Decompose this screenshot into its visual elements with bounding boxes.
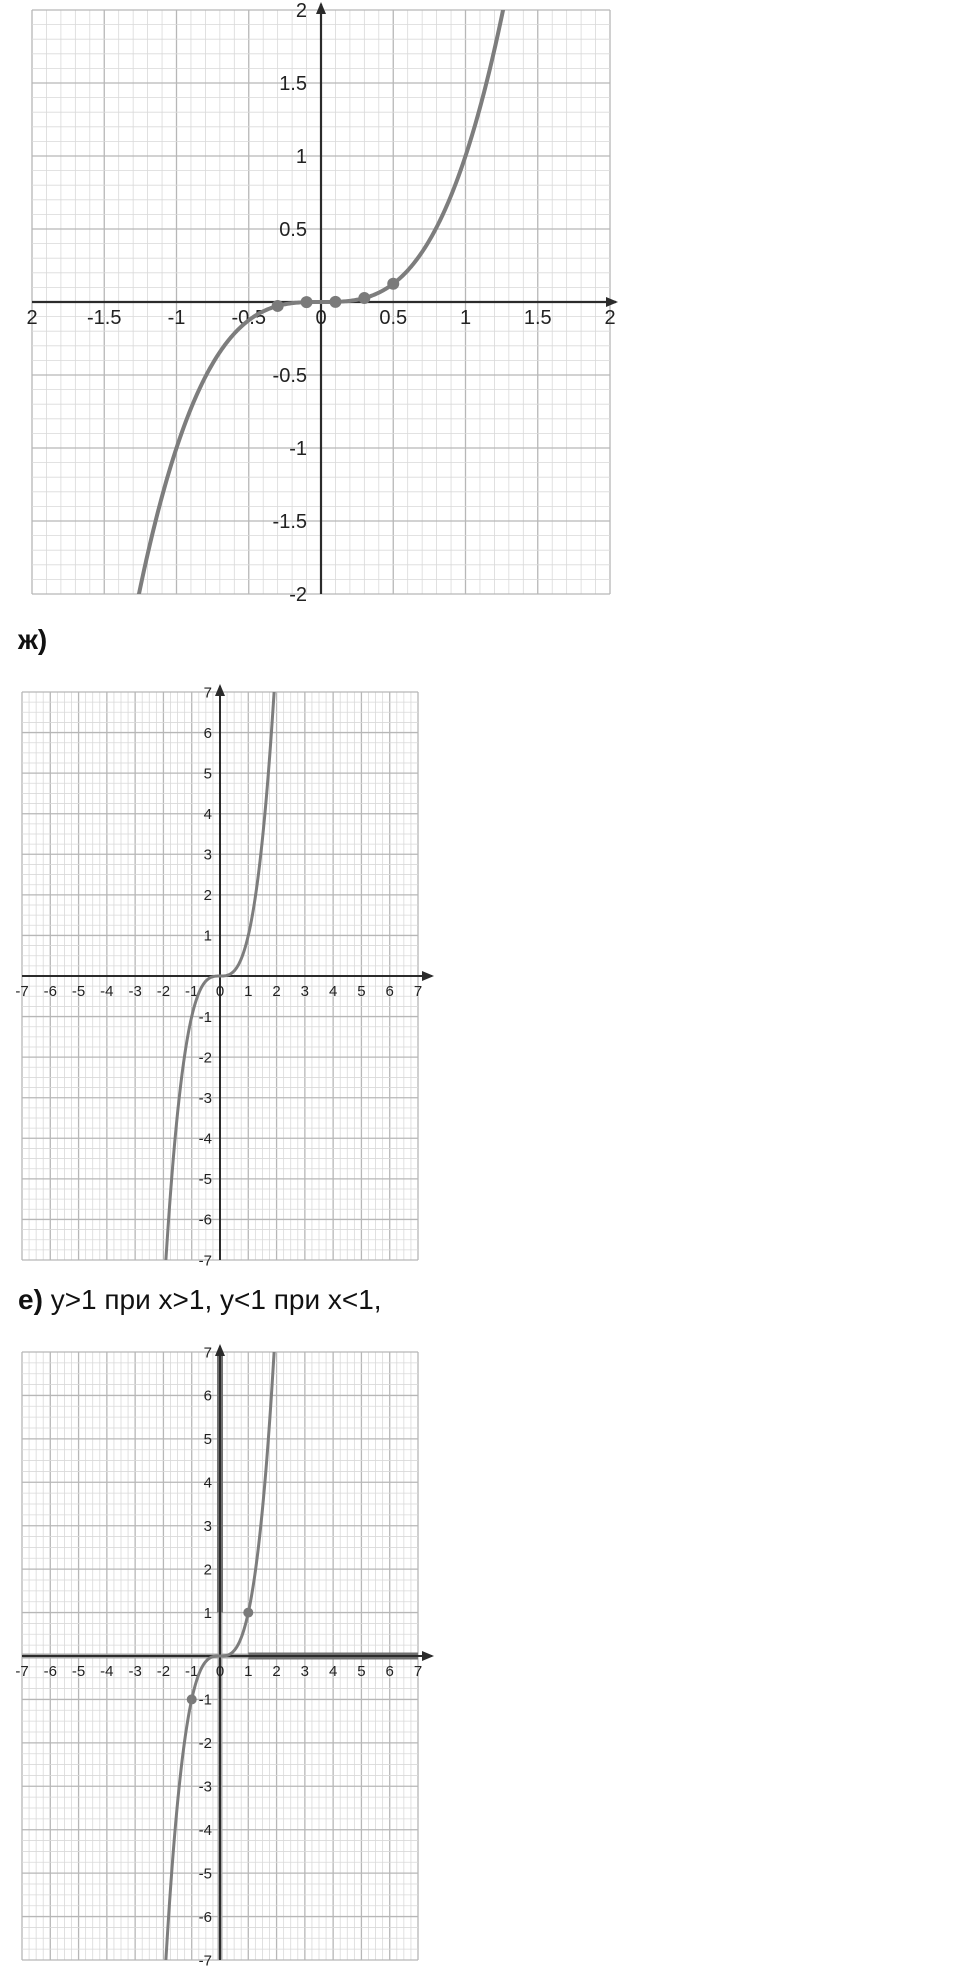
x-tick-label: 5 (357, 983, 366, 1000)
x-tick-label: 4 (328, 983, 338, 1000)
x-tick-label: 0 (215, 983, 225, 1000)
x-tick-label: 2 (272, 983, 281, 1000)
y-tick-label: -4 (198, 1821, 212, 1839)
x-tick-label: -2 (156, 1663, 171, 1680)
chart-cube-zoomed (22, 0, 620, 604)
y-tick-label: 1.5 (279, 73, 307, 95)
x-tick-label: 3 (300, 1663, 310, 1680)
x-tick-label: -5 (71, 1663, 86, 1680)
data-point (387, 278, 399, 290)
y-tick-label: 4 (203, 805, 212, 823)
x-tick-label: -3 (128, 1663, 142, 1680)
x-tick-label: 2 (26, 307, 38, 329)
y-axis-arrow (215, 1344, 225, 1356)
y-tick-label: 2 (295, 0, 307, 22)
x-tick-label: -1.5 (87, 307, 122, 329)
y-tick-label: -2 (198, 1049, 212, 1067)
y-tick-label: -2 (198, 1735, 212, 1753)
x-tick-label: 7 (413, 1663, 423, 1680)
x-tick-label: 1 (244, 1663, 253, 1680)
x-tick-label: 4 (328, 1663, 338, 1680)
y-tick-label: -7 (198, 1952, 212, 1970)
y-tick-label: 7 (203, 1344, 212, 1362)
y-tick-label: 1 (203, 1604, 212, 1622)
x-tick-label: -1 (185, 983, 199, 1000)
x-tick-label: -7 (15, 983, 29, 1000)
label-e (18, 1284, 382, 1316)
x-tick-label: 2 (604, 307, 616, 329)
x-tick-label: 6 (385, 983, 394, 1000)
y-tick-label: 4 (203, 1474, 212, 1492)
y-tick-label: 1 (295, 146, 307, 168)
x-tick-label: 1 (459, 307, 472, 329)
y-tick-label: -1 (198, 1691, 212, 1709)
y-tick-label: -3 (198, 1778, 212, 1796)
y-tick-label: 6 (203, 724, 212, 742)
data-point (243, 1608, 253, 1618)
x-tick-label: -4 (100, 983, 114, 1000)
data-point (358, 292, 370, 304)
x-tick-label: -6 (43, 983, 57, 1000)
x-axis-arrow (422, 1651, 434, 1661)
y-tick-label: -0.5 (272, 365, 307, 387)
data-point (272, 300, 284, 312)
x-tick-label: -0.5 (231, 307, 266, 329)
x-tick-label: 1 (244, 983, 253, 1000)
y-axis-arrow (316, 2, 326, 14)
chart-cube-highlighted (12, 1342, 436, 1970)
x-axis-arrow (606, 297, 618, 307)
x-tick-label: 0 (315, 307, 327, 329)
x-tick-label: 5 (357, 1663, 366, 1680)
y-tick-label: -2 (289, 584, 307, 604)
y-tick-label: -1.5 (272, 511, 307, 533)
axes (32, 2, 618, 594)
label-zh: ж) (18, 624, 48, 655)
y-tick-label: 5 (203, 765, 212, 783)
x-tick-label: 7 (413, 983, 423, 1000)
x-tick-label: 1.5 (523, 307, 552, 329)
x-tick-label: -6 (43, 1663, 57, 1680)
axes (22, 684, 434, 1260)
label-e-letter: е) (18, 1284, 43, 1315)
y-tick-label: 1 (203, 927, 212, 945)
y-tick-label: 6 (203, 1387, 212, 1405)
x-tick-label: -4 (100, 1663, 114, 1680)
x-axis-arrow (422, 971, 434, 981)
y-tick-label: -4 (198, 1130, 212, 1148)
axes (22, 1344, 434, 1960)
y-tick-label: 2 (203, 887, 212, 905)
y-tick-label: -3 (198, 1089, 212, 1107)
y-tick-label: -1 (198, 1008, 212, 1026)
label-e-text: y>1 при x>1, y<1 при x<1, (50, 1284, 382, 1315)
y-axis-arrow (215, 684, 225, 696)
y-tick-label: -5 (198, 1171, 212, 1189)
x-tick-label: 3 (300, 983, 310, 1000)
y-tick-label: -5 (198, 1865, 212, 1883)
y-tick-label: -6 (198, 1908, 212, 1926)
y-tick-label: -6 (198, 1211, 212, 1229)
x-tick-label: 2 (272, 1663, 281, 1680)
data-point (301, 296, 313, 308)
y-tick-label: 7 (203, 684, 212, 702)
y-tick-label: 2 (203, 1561, 212, 1579)
y-tick-label: -7 (198, 1252, 212, 1270)
x-tick-label: -7 (15, 1663, 29, 1680)
y-tick-label: 0.5 (279, 219, 307, 241)
y-tick-label: 3 (203, 1517, 212, 1535)
y-tick-label: -1 (289, 438, 307, 460)
x-tick-label: -5 (71, 983, 86, 1000)
x-tick-label: 0.5 (379, 307, 408, 329)
chart-cube-wide (12, 682, 436, 1270)
x-tick-label: -3 (128, 983, 142, 1000)
x-tick-label: -1 (167, 307, 186, 329)
x-tick-label: -2 (156, 983, 171, 1000)
y-tick-label: 5 (203, 1431, 212, 1449)
y-tick-label: 3 (203, 846, 212, 864)
data-point (329, 296, 341, 308)
x-tick-label: -1 (185, 1663, 199, 1680)
x-tick-label: 0 (215, 1663, 225, 1680)
data-point (187, 1694, 197, 1704)
x-tick-label: 6 (385, 1663, 394, 1680)
